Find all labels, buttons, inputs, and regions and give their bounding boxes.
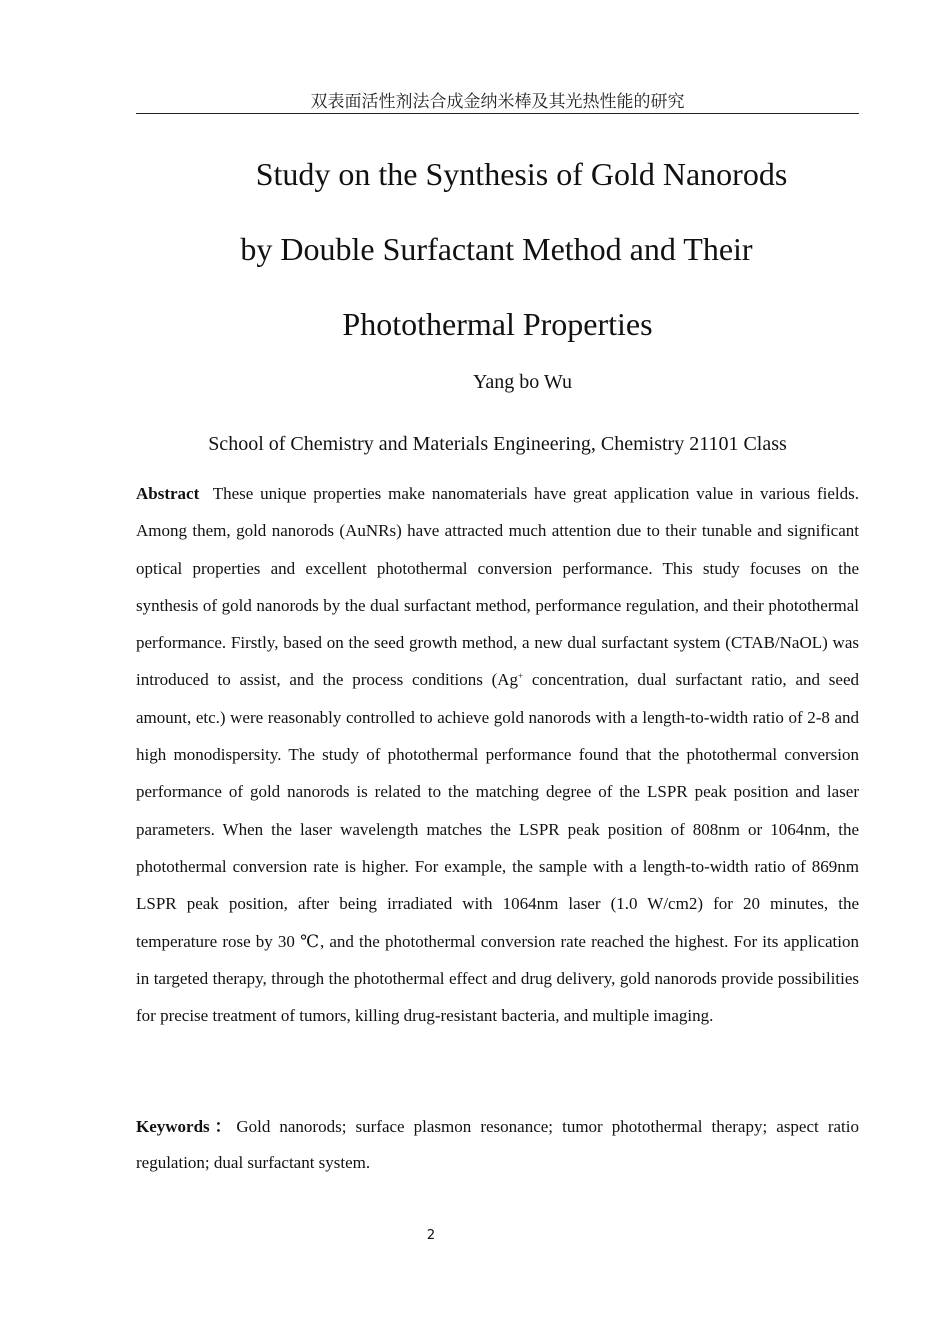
page-number: 2 — [426, 1228, 436, 1243]
running-header: 双表面活性剂法合成金纳米棒及其光热性能的研究 — [136, 91, 859, 114]
author-name: Yang bo Wu — [472, 371, 573, 393]
affiliation: School of Chemistry and Materials Engineering, Chemistry 21101 Class — [208, 433, 787, 455]
abstract-label: Abstract — [136, 484, 200, 503]
abstract-paragraph — [136, 475, 859, 1034]
paper-title — [136, 137, 859, 362]
abstract-superscript: + — [518, 671, 524, 682]
keywords-paragraph — [136, 1109, 859, 1181]
abstract-text-1: These unique properties make nanomaterials have great application value in various fields. Among them, gold nanorods (AuNRs) have attracted much attention due to their tunable and significant optical properties and excellent photothermal conversion performance. This study focuses on the synthesis of gold nanorods by the dual surfactant method, performance regulation, and their photothermal performance. Firstly, based on the seed growth method, a new dual surfactant system (CTAB/NaOL) was introduced to assist, and the process conditions (Ag — [136, 484, 859, 690]
abstract-text-2: concentration, dual surfactant ratio, and seed amount, etc.) were reasonably controlled to achieve gold nanorods with a length-to-width ratio of 2-8 and high monodispersity. The study of photothermal performance found that the photothermal conversion performance of gold nanorods is related to the matching degree of the LSPR peak position and laser parameters. When the laser wavelength matches the LSPR peak position of 808nm or 1064nm, the photothermal conversion rate is higher. For example, the sample with a length-to-width ratio of 869nm LSPR peak position, after being irradiated with 1064nm laser (1.0 W/cm2) for 20 minutes, the temperature rose by 30 ℃, and the photothermal conversion rate reached the highest. For its application in targeted therapy, through the photothermal effect and drug delivery, gold nanorods provide possibilities for precise treatment of tumors, killing drug-resistant bacteria, and multiple imaging. — [136, 670, 859, 1026]
keywords-text: Gold nanorods; surface plasmon resonance; tumor photothermal therapy; aspect ratio regulation; dual surfactant system. — [136, 1117, 859, 1172]
keywords-label: Keywords： — [136, 1117, 237, 1136]
title-line-3: Photothermal Properties — [342, 306, 653, 342]
title-line-2: by Double Surfactant Method and Their — [240, 231, 753, 267]
title-line-1: Study on the Synthesis of Gold Nanorods — [255, 156, 788, 192]
